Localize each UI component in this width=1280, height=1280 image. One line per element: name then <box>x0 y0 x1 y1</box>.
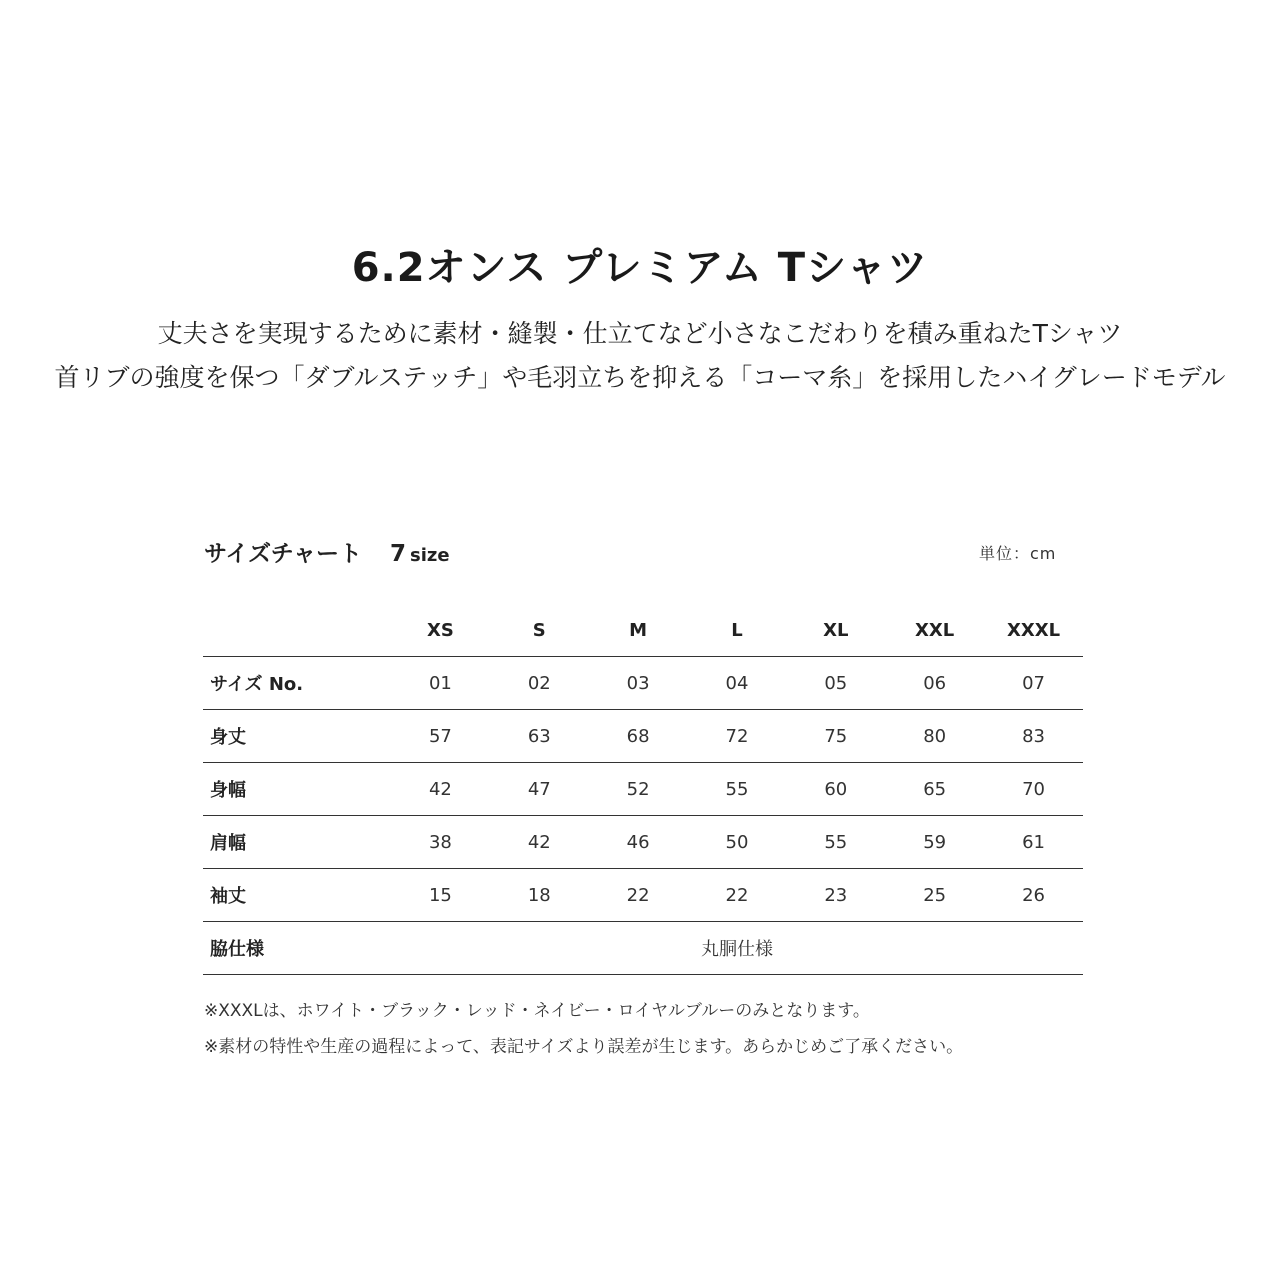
size-chart-heading-label: サイズチャート <box>204 541 363 567</box>
table-cell: 42 <box>391 763 490 816</box>
row-label: 身丈 <box>203 710 391 763</box>
table-cell: 52 <box>589 763 688 816</box>
table-cell: 80 <box>885 710 984 763</box>
unit-label: 単位：cm <box>979 544 1057 563</box>
description-line-1: 丈夫さを実現するために素材・縫製・仕立てなど小さなこだわりを積み重ねたTシャツ <box>157 319 1123 348</box>
table-row-body-length <box>203 710 1083 763</box>
size-header-xs: XS <box>391 604 490 657</box>
table-cell: 70 <box>984 763 1083 816</box>
table-cell: 02 <box>490 657 589 710</box>
size-header-xl: XL <box>786 604 885 657</box>
table-cell: 61 <box>984 816 1083 869</box>
table-cell: 05 <box>786 657 885 710</box>
note-xxxl-colors: ※XXXLは、ホワイト・ブラック・レッド・ネイビー・ロイヤルブルーのみとなります。 <box>204 1001 870 1021</box>
table-cell: 23 <box>786 869 885 922</box>
size-chart-heading <box>204 536 450 574</box>
table-cell: 18 <box>490 869 589 922</box>
table-cell: 42 <box>490 816 589 869</box>
table-cell: 07 <box>984 657 1083 710</box>
note-size-tolerance: ※素材の特性や生産の過程によって、表記サイズより誤差が生じます。あらかじめご了承ください。 <box>204 1037 964 1057</box>
header-empty-cell <box>203 604 391 657</box>
table-cell: 60 <box>786 763 885 816</box>
size-header-m: M <box>589 604 688 657</box>
table-cell: 38 <box>391 816 490 869</box>
table-cell: 59 <box>885 816 984 869</box>
table-cell: 50 <box>688 816 787 869</box>
size-count-word: size <box>410 545 450 566</box>
table-row-size-no <box>203 657 1083 710</box>
table-cell: 57 <box>391 710 490 763</box>
table-cell: 22 <box>688 869 787 922</box>
row-label: 肩幅 <box>203 816 391 869</box>
table-cell: 25 <box>885 869 984 922</box>
table-cell: 55 <box>786 816 885 869</box>
table-row-body-width <box>203 763 1083 816</box>
table-cell: 65 <box>885 763 984 816</box>
size-header-row <box>203 604 1083 657</box>
table-row-side-spec <box>203 922 1083 975</box>
table-cell: 83 <box>984 710 1083 763</box>
table-cell: 63 <box>490 710 589 763</box>
table-row-shoulder-width <box>203 816 1083 869</box>
table-cell: 04 <box>688 657 787 710</box>
description-line-2: 首リブの強度を保つ「ダブルステッチ」や毛羽立ちを抑える「コーマ糸」を採用したハイグレードモデル <box>54 363 1226 392</box>
table-cell: 22 <box>589 869 688 922</box>
table-cell: 55 <box>688 763 787 816</box>
size-header-l: L <box>688 604 787 657</box>
page-title: 6.2オンス プレミアム Tシャツ <box>351 245 929 291</box>
table-cell: 47 <box>490 763 589 816</box>
table-cell: 26 <box>984 869 1083 922</box>
table-cell: 01 <box>391 657 490 710</box>
table-cell: 46 <box>589 816 688 869</box>
table-cell: 06 <box>885 657 984 710</box>
table-row-sleeve-length <box>203 869 1083 922</box>
table-cell: 68 <box>589 710 688 763</box>
size-table <box>203 604 1083 975</box>
size-header-xxxl: XXXL <box>984 604 1083 657</box>
row-label: 袖丈 <box>203 869 391 922</box>
size-count: 7 <box>390 541 407 567</box>
table-cell: 03 <box>589 657 688 710</box>
side-spec-value: 丸胴仕様 <box>391 922 1083 975</box>
size-header-xxl: XXL <box>885 604 984 657</box>
row-label: 身幅 <box>203 763 391 816</box>
size-header-s: S <box>490 604 589 657</box>
table-cell: 15 <box>391 869 490 922</box>
row-label: サイズ No. <box>203 657 391 710</box>
table-cell: 72 <box>688 710 787 763</box>
row-label: 脇仕様 <box>203 922 391 975</box>
table-cell: 75 <box>786 710 885 763</box>
